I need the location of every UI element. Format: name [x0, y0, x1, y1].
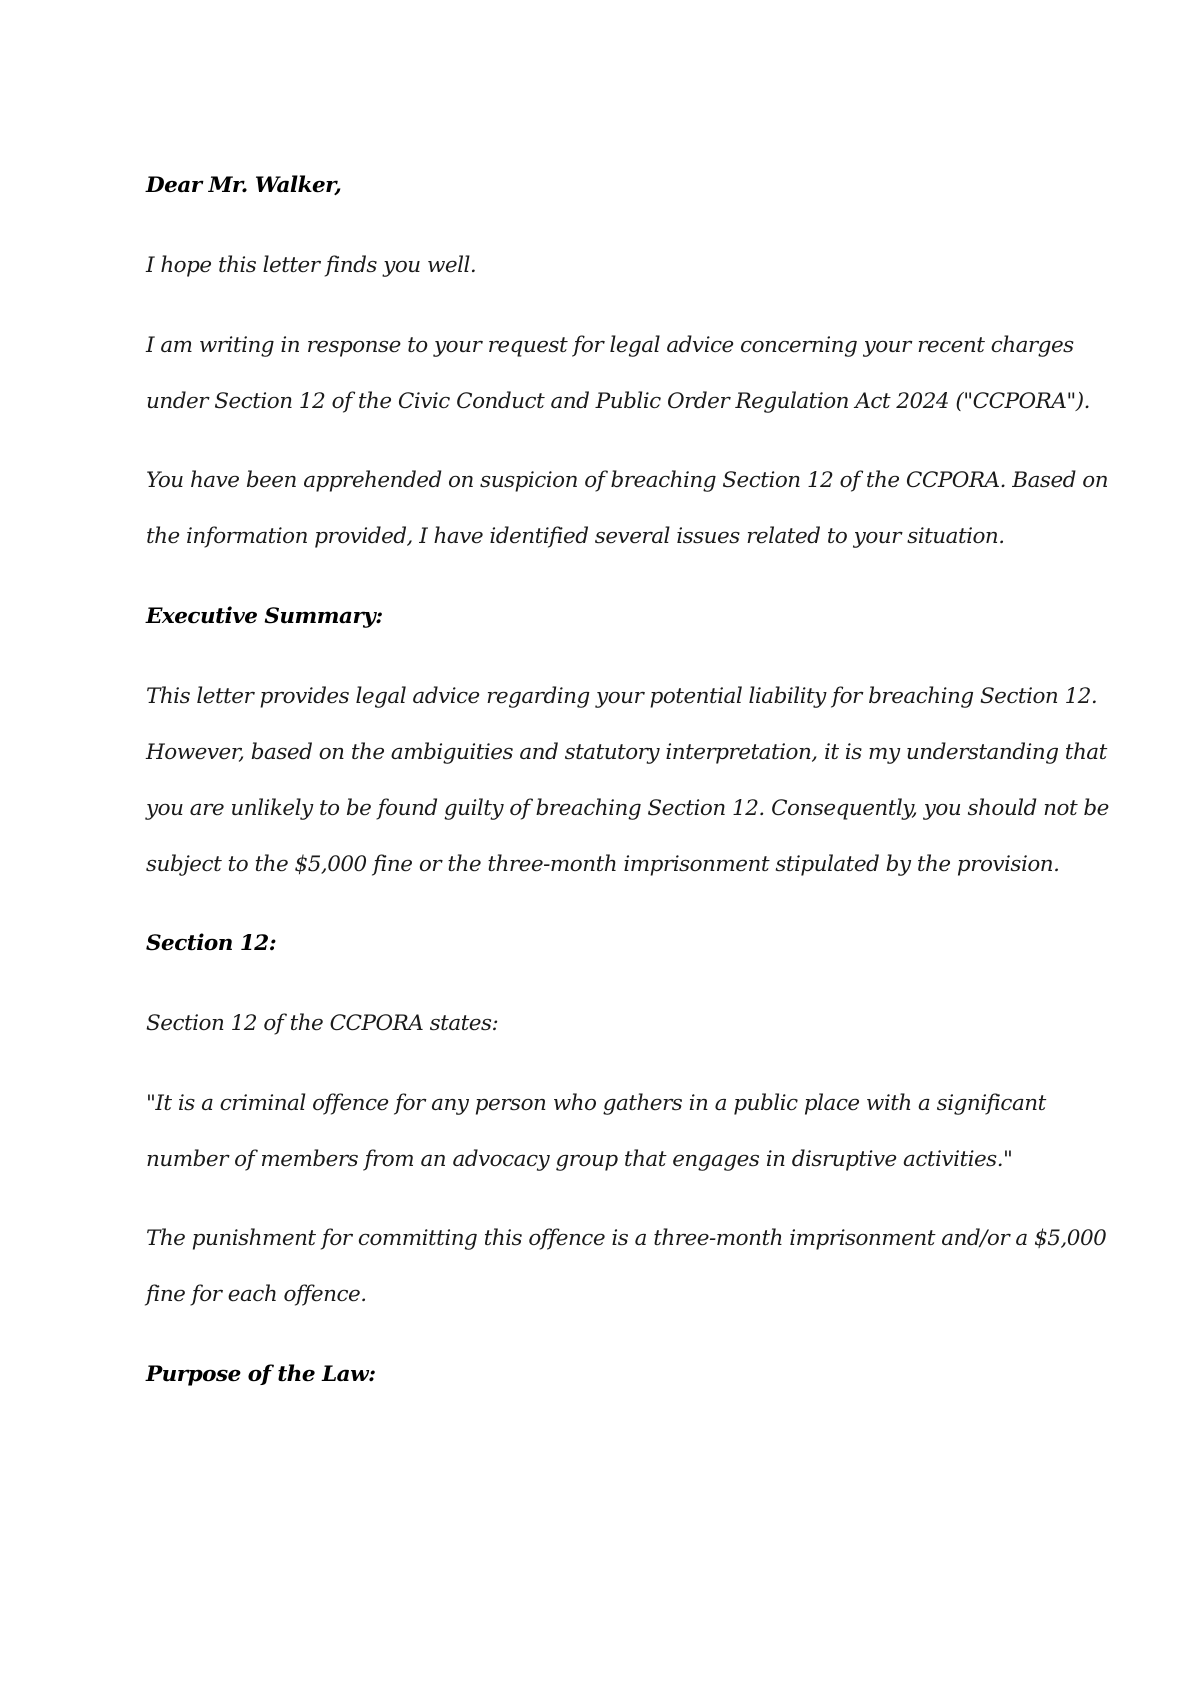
punishment-paragraph-line: The punishment for committing this offence is a three-month imprisonment and/or a $5,000	[146, 1226, 1107, 1251]
intro-paragraph-line: I am writing in response to your request for legal advice concerning your recent charges	[146, 333, 1074, 358]
executive-summary-line: you are unlikely to be found guilty of breaching Section 12. Consequently, you should not be	[146, 796, 1109, 821]
statute-quote-line: number of members from an advocacy group that engages in disruptive activities."	[146, 1147, 1013, 1172]
executive-summary-line: However, based on the ambiguities and statutory interpretation, it is my understanding that	[146, 740, 1107, 765]
purpose-of-law-heading: Purpose of the Law:	[146, 1362, 376, 1387]
executive-summary-heading: Executive Summary:	[146, 604, 383, 629]
section-states-paragraph: Section 12 of the CCPORA states:	[146, 1011, 499, 1036]
apprehended-paragraph-line: You have been apprehended on suspicion of breaching Section 12 of the CCPORA. Based on	[146, 468, 1109, 493]
intro-paragraph-line: under Section 12 of the Civic Conduct and Public Order Regulation Act 2024 ("CCPORA").	[146, 389, 1091, 414]
greeting-paragraph: I hope this letter finds you well.	[146, 253, 477, 278]
executive-summary-line: subject to the $5,000 fine or the three-month imprisonment stipulated by the provision.	[146, 852, 1060, 877]
statute-quote-line: "It is a criminal offence for any person who gathers in a public place with a significant	[146, 1091, 1046, 1116]
section-12-heading: Section 12:	[146, 931, 277, 956]
salutation: Dear Mr. Walker,	[146, 173, 342, 198]
punishment-paragraph-line: fine for each offence.	[146, 1282, 367, 1307]
apprehended-paragraph-line: the information provided, I have identified several issues related to your situation.	[146, 524, 1005, 549]
executive-summary-line: This letter provides legal advice regarding your potential liability for breaching Section 12.	[146, 684, 1098, 709]
